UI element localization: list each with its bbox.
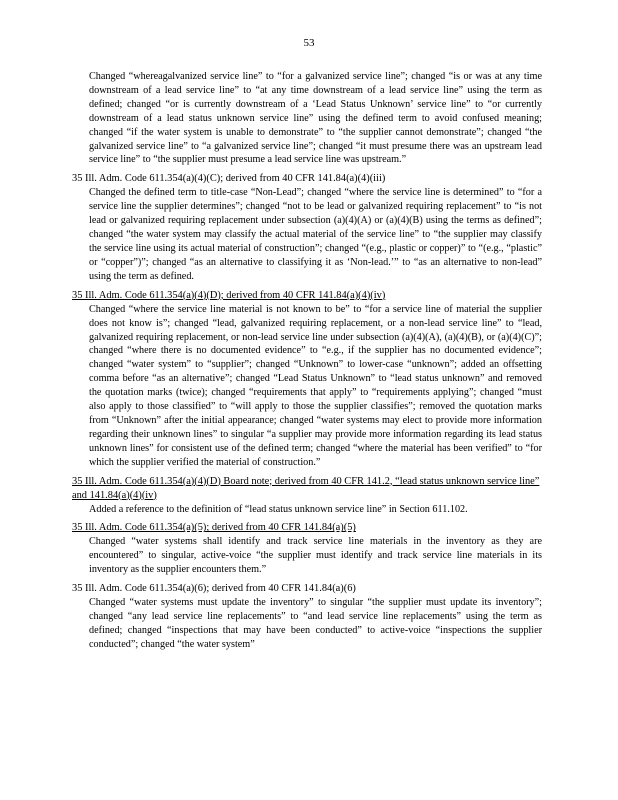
entry-2 bbox=[72, 172, 542, 283]
entry-4 bbox=[72, 475, 542, 517]
entry-1 bbox=[72, 70, 542, 167]
entry-text: Changed “where the service line material is not known to be” to “for a service line of material the supplier does not know is”; changed “lead, galvanized requiring replacement, or a non-lead service line” to “lead, galvanized requiring replacement, or non-lead service line under subsection (a)(4)(A), (a)(4)(B), or (a)(4)(C)”; changed “where there is no documented evidence” to “e.g., if the supplier has no documented evidence”; changed “water system” to “supplier”; changed “Unknown” to lower-case “unknown”; added an offsetting comma before “as an alternative”; changed “Lead Status Unknown” to “lead status unknown” and removed the quotation marks (twice); changed “requirements that apply” to “requirements applying”; changed “must also apply to those classified” to “will apply to those the supplier classifies”; removed the quotation marks from “Unknown” after the initial appearance; changed “water systems may elect to provide more information regarding their unknown lines” to singular “a supplier may provide more information regarding its lead status unknown lines” for consistent use of the defined term; changed “where the material has been verified” to “for which the supplier verified the material of construction.” bbox=[89, 303, 542, 468]
entry-text: Added a reference to the definition of “lead status unknown service line” in Section 611.102. bbox=[89, 503, 468, 515]
entry-text: Changed “water systems shall identify and track service line materials in the inventory as they are encountered” to singular, active-voice “the supplier must identify and track service line materials in its inventory as the supplier encounters them.” bbox=[89, 536, 542, 576]
entry-citation: 35 Ill. Adm. Code 611.354(a)(6); derived from 40 CFR 141.84(a)(6) bbox=[72, 583, 356, 595]
entry-text: Changed “water systems must update the inventory” to singular “the supplier must update its inventory”; changed “any lead service line replacements” to “and lead service line replacements” using the term as defined; changed “inspections that may have been conducted” to active-voice “inspections the supplier conducted”; changed “the water system” bbox=[89, 597, 542, 650]
entry-citation: 35 Ill. Adm. Code 611.354(a)(4)(D) Board note; derived from 40 CFR 141.2, “lead status unknown service line” and 141.84(a)(4)(iv) bbox=[72, 475, 540, 501]
entry-citation: 35 Ill. Adm. Code 611.354(a)(5); derived from 40 CFR 141.84(a)(5) bbox=[72, 522, 356, 534]
entry-text: Changed the defined term to title-case “Non-Lead”; changed “where the service line is determined” to “for a service line the supplier determines”; changed “not to be lead or galvanized requiring replacement” to “is not lead or galvanized requiring replacement under subsection (a)(4)(A) or (a)(4)(B) using the terms as defined”; changed “the water system may classify the actual material of the service line” to “the supplier may classify the service line using its actual material of construction”; changed “(e.g., plastic or copper)” to “(e.g., “plastic” or “copper”)”; changed “as an alternative to classifying it as ‘Non-lead.’” to “as an alternative to non-lead” using the term as defined. bbox=[89, 187, 542, 282]
entry-6 bbox=[72, 582, 542, 652]
entry-citation: 35 Ill. Adm. Code 611.354(a)(4)(D); derived from 40 CFR 141.84(a)(4)(iv) bbox=[72, 289, 386, 301]
entry-citation: 35 Ill. Adm. Code 611.354(a)(4)(C); derived from 40 CFR 141.84(a)(4)(iii) bbox=[72, 173, 386, 185]
page-number: 53 bbox=[303, 37, 315, 49]
entry-5 bbox=[72, 521, 542, 577]
entry-3 bbox=[72, 289, 542, 470]
entry-text: Changed “whereagalvanized service line” to “for a galvanized service line”; changed “is or was at any time downstream of a lead service line” to “at any time downstream of a lead service line” using the term as defined; changed “or is currently downstream of a ‘Lead Status Unknown’ service line” to “or currently downstream of a lead status unknown service line” using the defined term to avoid confused meaning; changed “if the water system is unable to demonstrate” to “the supplier cannot demonstrate”; changed “the galvanized service line” to “a galvanized service line”; changed “it must presume there was an upstream lead service line” to “the supplier must presume a lead service line was upstream.” bbox=[89, 71, 542, 166]
document-body bbox=[72, 70, 542, 657]
